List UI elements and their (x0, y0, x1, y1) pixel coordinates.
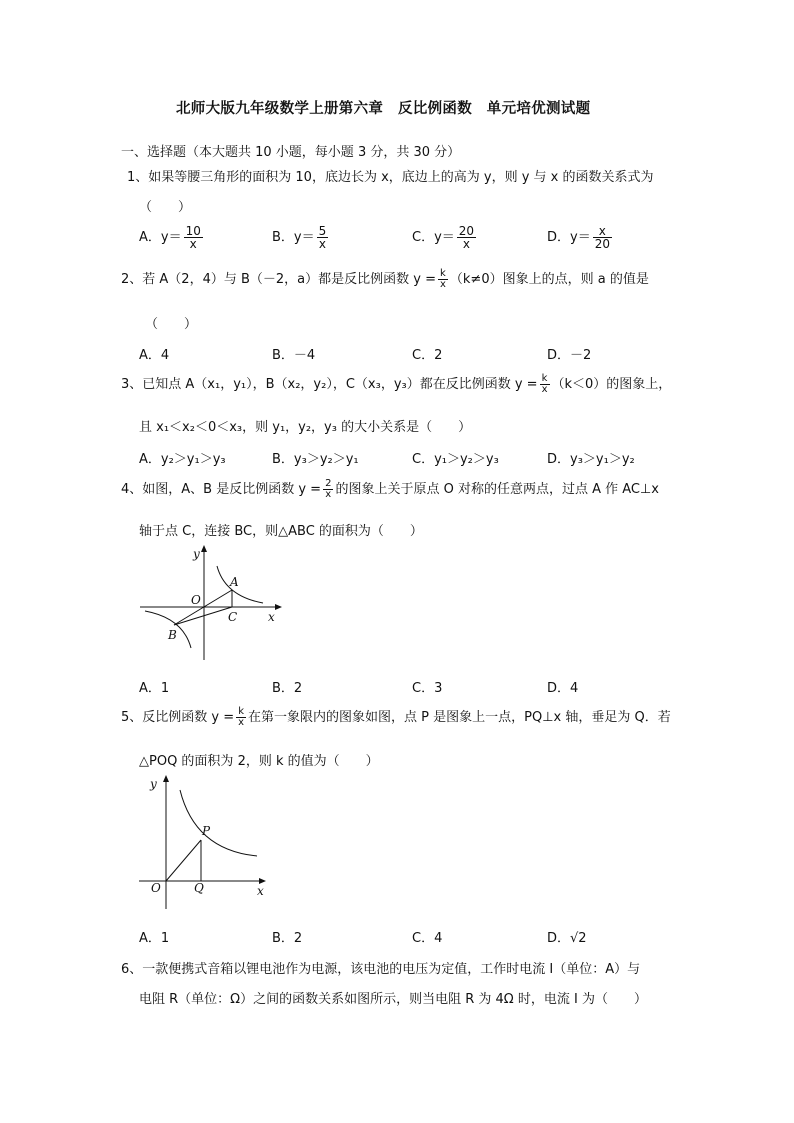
fig4-label-b: B (168, 628, 177, 642)
question-6-text-line2: 电阻 R（单位：Ω）之间的函数关系如图所示，则当电阻 R 为 4Ω 时，电流 I 为（ ） (139, 992, 647, 1007)
fig5-label-y: y (150, 777, 157, 791)
question-3-option-d[interactable]: D．y₃＞y₁＞y₂ (547, 452, 635, 467)
question-1-option-c[interactable]: C．y＝ $\frac{20}{x}$ (412, 224, 475, 251)
question-3-option-a[interactable]: A．y₂＞y₁＞y₃ (139, 452, 226, 467)
fig4-label-y: y (193, 547, 200, 561)
question-2-option-b[interactable]: B．－4 (272, 348, 316, 363)
question-6-text: 6、一款便携式音箱以锂电池作为电源，该电池的电压为定值，工作时电流 I（单位：A）与 (121, 962, 641, 977)
question-2-text: 2、若 A（2，4）与 B（－2，a）都是反比例函数 y = $\frac{k}{x}$ （k≠0）图象上的点，则 a 的值是 (121, 268, 649, 290)
question-5-text: 5、反比例函数 y = $\frac{k}{x}$ 在第一象限内的图象如图，点 P 是图象上一点，PQ⊥x 轴，垂足为 Q．若 (121, 706, 671, 728)
question-1-answer-paren: （ ） (139, 200, 192, 215)
question-5-text-line2: △POQ 的面积为 2，则 k 的值为（ ） (139, 754, 379, 769)
fig5-label-x: x (257, 884, 264, 898)
hyperbola-branch (180, 790, 257, 856)
y-axis-arrow (163, 775, 169, 782)
question-4-figure (135, 540, 285, 665)
fig5-label-o: O (151, 881, 161, 895)
fig4-label-c: C (228, 610, 238, 624)
question-1-option-d[interactable]: D．y＝ $\frac{x}{20}$ (547, 224, 610, 251)
question-2-answer-paren: （ ） (145, 317, 198, 332)
question-5-option-c[interactable]: C．4 (412, 931, 443, 946)
question-2-option-c[interactable]: C．2 (412, 348, 443, 363)
question-4-text: 4、如图，A、B 是反比例函数 y = $\frac{2}{x}$ 的图象上关于原点 O 对称的任意两点，过点 A 作 AC⊥x (121, 478, 659, 500)
fig4-label-a: A (230, 575, 239, 589)
question-3-option-c[interactable]: C．y₁＞y₂＞y₃ (412, 452, 499, 467)
question-3-text-line2: 且 x₁＜x₂＜0＜x₃，则 y₁，y₂，y₃ 的大小关系是（ ） (139, 420, 472, 435)
question-4-option-c[interactable]: C．3 (412, 681, 443, 696)
segment-op (166, 840, 201, 881)
question-4-option-b[interactable]: B．2 (272, 681, 303, 696)
question-1-option-a[interactable]: A．y＝ $\frac{10}{x}$ (139, 224, 201, 251)
y-axis-arrow (201, 545, 207, 552)
question-1-option-b[interactable]: B．y＝ $\frac{5}{x}$ (272, 224, 327, 251)
question-2-option-a[interactable]: A．4 (139, 348, 170, 363)
question-5-figure (135, 768, 275, 913)
segment-bc (174, 607, 232, 625)
question-4-option-a[interactable]: A．1 (139, 681, 170, 696)
fig5-label-q: Q (194, 881, 204, 895)
hyperbola-branch-q1 (217, 566, 263, 603)
fig4-label-o: O (191, 593, 201, 607)
question-4-option-d[interactable]: D．4 (547, 681, 579, 696)
question-4-text-line2: 轴于点 C，连接 BC，则△ABC 的面积为（ ） (139, 524, 423, 539)
fig5-label-p: P (202, 824, 211, 838)
question-3-text: 3、已知点 A（x₁，y₁），B（x₂，y₂），C（x₃，y₃）都在反比例函数 y = $\frac{k}{x}$ （k＜0）的图象上， (121, 373, 672, 395)
fig4-label-x: x (268, 610, 275, 624)
question-1-text: 1、如果等腰三角形的面积为 10，底边长为 x，底边上的高为 y，则 y 与 x 的函数关系式为 (127, 170, 654, 185)
section-heading: 一、选择题（本大题共 10 小题，每小题 3 分，共 30 分） (121, 145, 461, 160)
question-3-option-b[interactable]: B．y₃＞y₂＞y₁ (272, 452, 359, 467)
question-5-option-a[interactable]: A．1 (139, 931, 170, 946)
question-5-option-d[interactable]: D．√2 (547, 931, 587, 946)
question-2-option-d[interactable]: D．－2 (547, 348, 592, 363)
page-title: 北师大版九年级数学上册第六章 反比例函数 单元培优测试题 (176, 101, 591, 117)
x-axis-arrow (275, 604, 282, 610)
question-5-option-b[interactable]: B．2 (272, 931, 303, 946)
